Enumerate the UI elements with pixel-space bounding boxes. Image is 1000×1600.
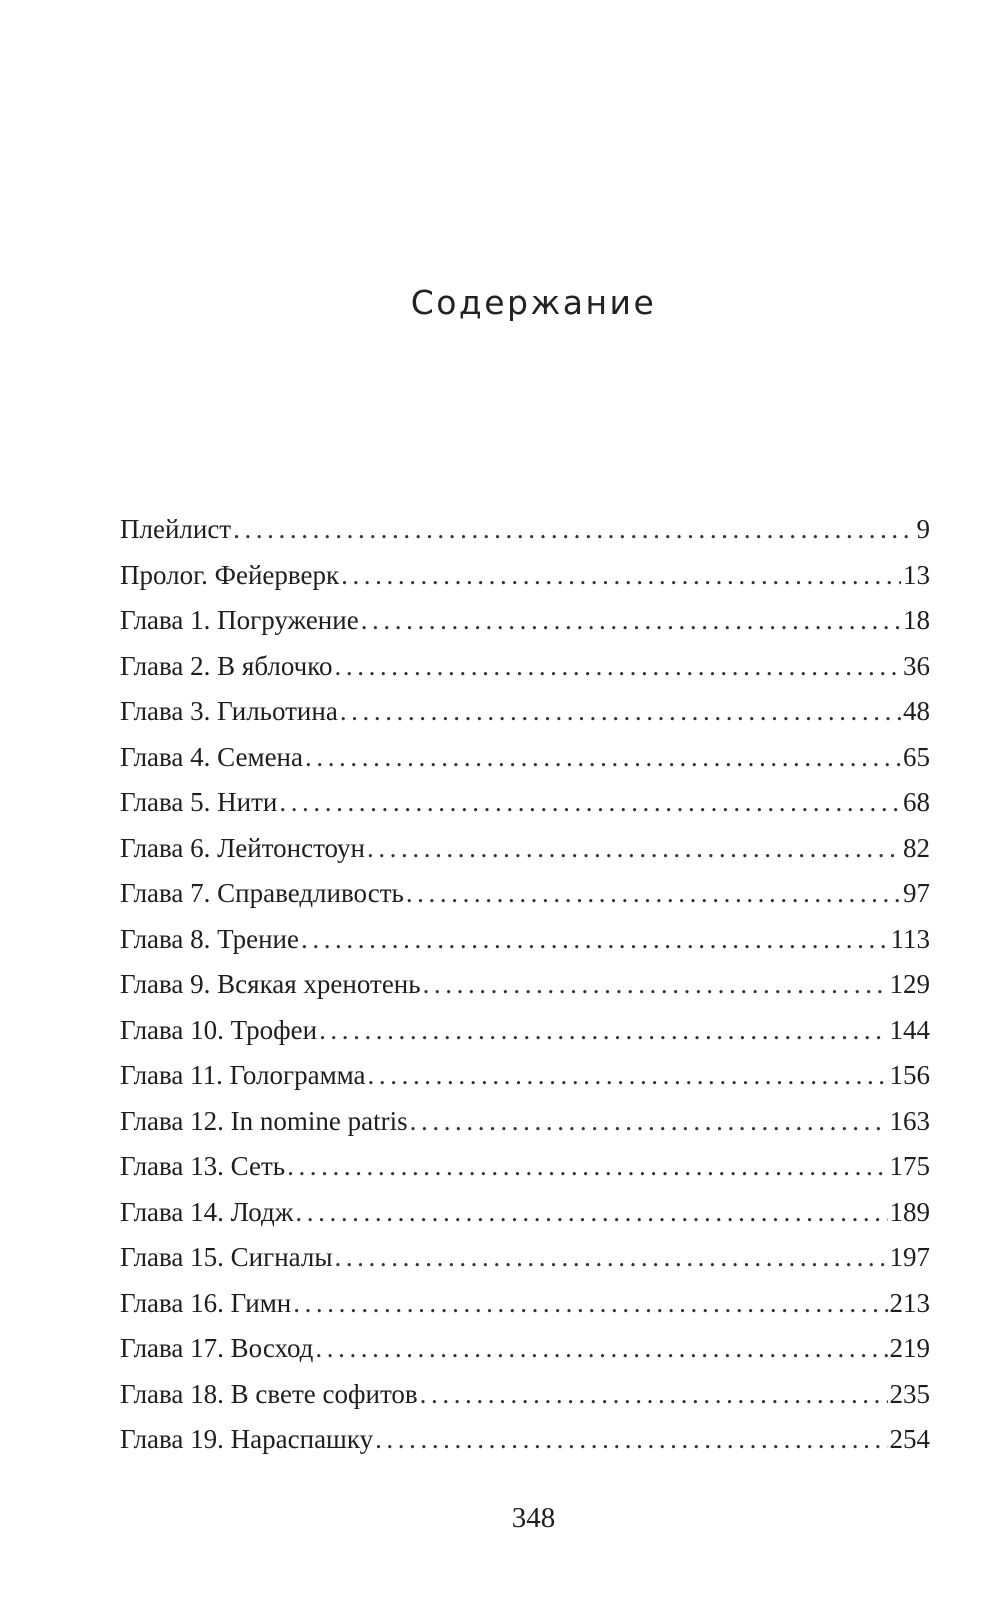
toc-entry-page: 219 xyxy=(889,1333,930,1363)
toc-entry-title: Глава 17. Восход xyxy=(120,1333,314,1363)
toc-entry-page: 68 xyxy=(903,787,930,817)
toc-entry-title: Глава 12. In nomine patris xyxy=(120,1105,408,1136)
toc-entry-title: Глава 10. Трофеи xyxy=(120,1014,318,1045)
toc-dot-leader xyxy=(341,553,901,599)
toc-dot-leader xyxy=(305,735,901,781)
toc-entry-page: 213 xyxy=(889,1287,930,1318)
toc-entry-page: 175 xyxy=(889,1151,930,1181)
toc-entry-title: Глава 15. Сигналы xyxy=(120,1242,333,1272)
toc-entry-page: 9 xyxy=(916,514,930,544)
toc-entry xyxy=(120,871,930,917)
toc-entry-title: Глава 13. Сеть xyxy=(120,1151,286,1181)
toc-entry xyxy=(120,1417,930,1463)
toc-entry-page: 65 xyxy=(903,741,930,772)
toc-entry xyxy=(120,780,930,826)
toc-entry-page: 189 xyxy=(889,1196,930,1227)
toc-dot-leader xyxy=(319,1008,887,1054)
toc-entry-title: Глава 8. Трение xyxy=(120,923,299,954)
toc-entry-title: Глава 18. В свете софитов xyxy=(120,1378,418,1409)
toc-entry xyxy=(120,598,930,644)
toc-entry xyxy=(120,1144,930,1190)
toc-entry-page: 156 xyxy=(889,1060,930,1090)
toc-dot-leader xyxy=(410,1099,888,1145)
toc-entry-title: Глава 2. В яблочко xyxy=(120,650,333,681)
toc-entry-page: 97 xyxy=(903,878,930,908)
toc-dot-leader xyxy=(233,507,914,553)
toc-entry-title: Глава 3. Гильотина xyxy=(120,696,338,726)
toc-entry-page: 82 xyxy=(903,832,930,863)
toc-entry xyxy=(120,1053,930,1099)
toc-entry-page: 235 xyxy=(889,1378,930,1409)
toc-entry-title: Глава 1. Погружение xyxy=(120,605,359,635)
toc-dot-leader xyxy=(368,1053,888,1099)
toc-entry xyxy=(120,1281,930,1327)
toc-dot-leader xyxy=(420,1372,888,1418)
toc-entry xyxy=(120,644,930,690)
toc-entry-page: 197 xyxy=(889,1242,930,1272)
toc-dot-leader xyxy=(423,962,888,1008)
toc-entry-page: 254 xyxy=(889,1424,930,1454)
toc-entry-title: Глава 19. Нараспашку xyxy=(120,1424,374,1454)
toc-entry xyxy=(120,689,930,735)
page-number: 348 xyxy=(511,1502,556,1534)
toc-entry-title: Глава 7. Справедливость xyxy=(120,878,404,908)
toc-entry xyxy=(120,553,930,599)
toc-entry xyxy=(120,1235,930,1281)
toc-entry-title: Глава 14. Лодж xyxy=(120,1196,294,1227)
toc-dot-leader xyxy=(334,1235,887,1281)
toc-entry-title: Глава 4. Семена xyxy=(120,741,303,772)
toc-entry-page: 113 xyxy=(890,923,930,954)
toc-entry-title: Пролог. Фейерверк xyxy=(120,559,340,590)
toc-dot-leader xyxy=(361,598,901,644)
toc-entry xyxy=(120,962,930,1008)
toc-dot-leader xyxy=(293,1281,887,1327)
toc-entry xyxy=(120,1008,930,1054)
page-title: Содержание xyxy=(410,283,657,322)
toc-entry-title: Глава 11. Голограмма xyxy=(120,1060,366,1090)
toc-entry-title: Глава 5. Нити xyxy=(120,787,278,817)
toc-entry-page: 13 xyxy=(903,559,930,590)
toc-entry xyxy=(120,1326,930,1372)
toc-entry-page: 18 xyxy=(903,605,930,635)
toc-dot-leader xyxy=(315,1326,887,1372)
toc-entry xyxy=(120,826,930,872)
toc-entry xyxy=(120,507,930,553)
toc-entry-page: 36 xyxy=(903,650,930,681)
toc-dot-leader xyxy=(335,644,901,690)
toc-entry xyxy=(120,917,930,963)
toc-entry xyxy=(120,1099,930,1145)
toc-entry-page: 48 xyxy=(903,696,930,726)
table-of-contents xyxy=(120,507,930,1463)
toc-entry-page: 163 xyxy=(889,1105,930,1136)
toc-dot-leader xyxy=(406,871,901,917)
toc-entry xyxy=(120,735,930,781)
toc-entry-title: Глава 9. Всякая хренотень xyxy=(120,969,421,999)
toc-dot-leader xyxy=(301,917,889,963)
toc-dot-leader xyxy=(287,1144,887,1190)
toc-entry-title: Плейлист xyxy=(120,514,232,544)
toc-entry-page: 129 xyxy=(889,969,930,999)
toc-entry-title: Глава 16. Гимн xyxy=(120,1287,292,1318)
toc-dot-leader xyxy=(279,780,901,826)
toc-entry-page: 144 xyxy=(889,1014,930,1045)
toc-dot-leader xyxy=(340,689,901,735)
toc-dot-leader xyxy=(367,826,901,872)
toc-entry-title: Глава 6. Лейтонстоун xyxy=(120,832,365,863)
toc-entry xyxy=(120,1190,930,1236)
toc-dot-leader xyxy=(375,1417,887,1463)
toc-dot-leader xyxy=(295,1190,887,1236)
toc-entry xyxy=(120,1372,930,1418)
